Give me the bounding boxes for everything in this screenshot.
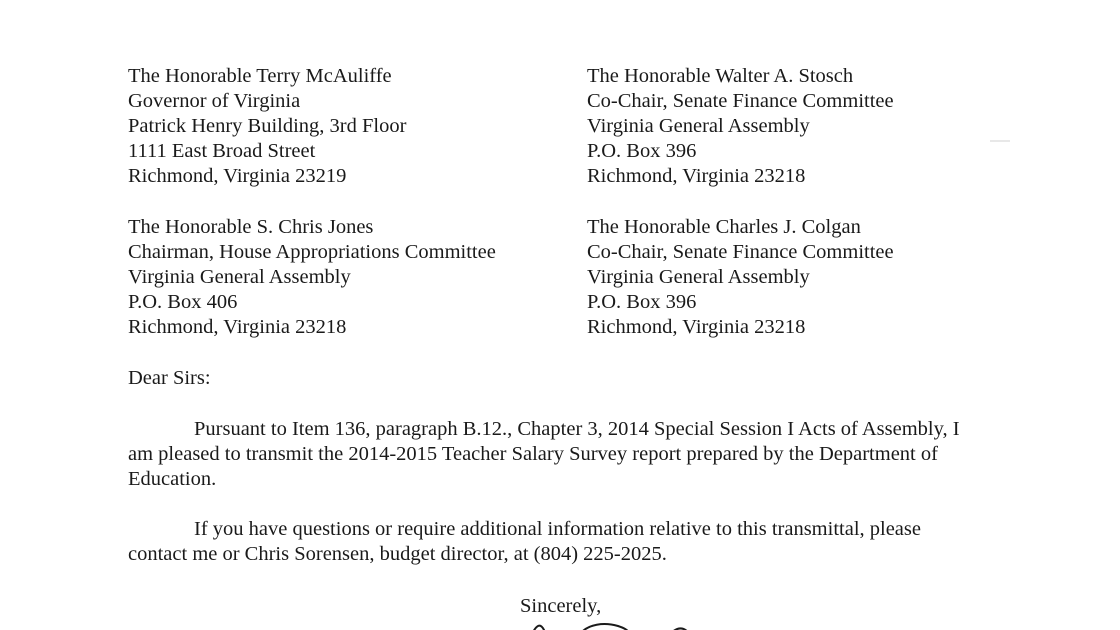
addressee-line: The Honorable S. Chris Jones — [128, 216, 374, 238]
addressee-line: Governor of Virginia — [128, 90, 301, 112]
addressee-line: The Honorable Walter A. Stosch — [587, 65, 854, 87]
addressee-senate-finance-stosch — [587, 64, 894, 189]
addressee-line: 1111 East Broad Street — [128, 140, 316, 162]
addressee-line: Richmond, Virginia 23219 — [128, 165, 347, 187]
scan-artifact — [990, 140, 1010, 142]
body-paragraph-contact: If you have questions or require additional information relative to this transmittal, please contact me or Chris Sorensen, budget director, at (804) 225-2025. — [128, 518, 921, 565]
addressee-line: Richmond, Virginia 23218 — [587, 316, 806, 338]
addressee-line: Chairman, House Appropriations Committee — [128, 241, 496, 263]
body-paragraph-transmittal: Pursuant to Item 136, paragraph B.12., Chapter 3, 2014 Special Session I Acts of Assembly, I am pleased to transmit the 2014-2015 Teacher Salary Survey report prepared by the Department of Education. — [128, 418, 960, 490]
addressee-line: P.O. Box 406 — [128, 291, 238, 313]
addressee-line: Virginia General Assembly — [128, 266, 351, 288]
addressee-line: P.O. Box 396 — [587, 140, 697, 162]
closing: Sincerely, — [520, 595, 602, 617]
addressee-line: The Honorable Terry McAuliffe — [128, 65, 392, 87]
addressee-house-appropriations — [128, 215, 496, 340]
addressee-line: Richmond, Virginia 23218 — [587, 165, 806, 187]
addressee-line: Virginia General Assembly — [587, 115, 810, 137]
addressee-line: Co-Chair, Senate Finance Committee — [587, 241, 894, 263]
addressee-senate-finance-colgan — [587, 215, 894, 340]
addressee-governor — [128, 64, 406, 189]
salutation: Dear Sirs: — [128, 367, 211, 389]
addressee-line: P.O. Box 396 — [587, 291, 697, 313]
addressee-line: The Honorable Charles J. Colgan — [587, 216, 861, 238]
addressee-line: Virginia General Assembly — [587, 266, 810, 288]
signature-mark — [520, 612, 720, 630]
addressee-line: Co-Chair, Senate Finance Committee — [587, 90, 894, 112]
addressee-line: Richmond, Virginia 23218 — [128, 316, 347, 338]
addressee-line: Patrick Henry Building, 3rd Floor — [128, 115, 407, 137]
